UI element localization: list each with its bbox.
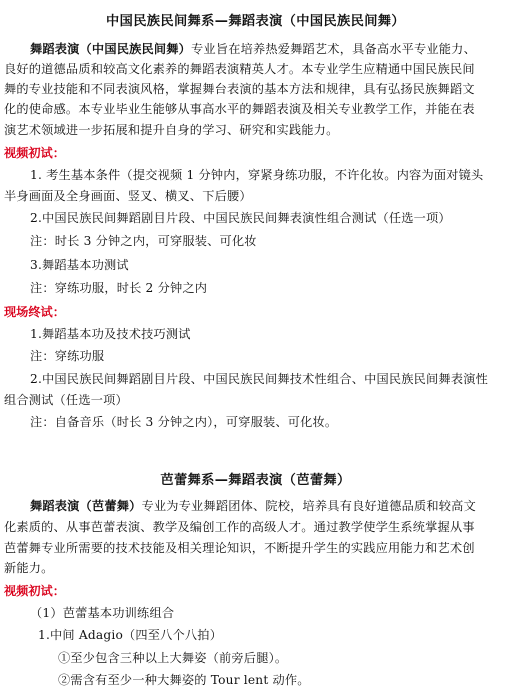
list-item: ②需含有至少一种大舞姿的 Tour lent 动作。 — [58, 673, 310, 687]
list-item: 注：自备音乐（时长 3 分钟之内），可穿服装、可化妆。 — [30, 415, 338, 429]
section2-title: 芭蕾舞系—舞蹈表演（芭蕾舞） — [160, 473, 351, 488]
section1-video-heading: 视频初试： — [4, 146, 65, 160]
list-item: 注：穿练功服，时长 2 分钟之内 — [30, 281, 208, 295]
list-item: 注：穿练功服 — [30, 349, 105, 363]
list-item: 注：时长 3 分钟之内，可穿服装、可化妆 — [30, 234, 257, 248]
section2-intro-line4: 新能力。 — [4, 561, 54, 575]
section1-intro-line2: 良好的道德品质和较高文化素养的舞蹈表演精英人才。本专业学生应精通中国民族民间 — [4, 62, 475, 76]
section2-intro-text: 专业为专业舞蹈团体、院校，培养具有良好道德品质和较高文 — [141, 499, 476, 513]
section1-intro-line5: 演艺术领域进一步拓展和提升自身的学习、研究和实践能力。 — [4, 123, 339, 137]
section1-intro-line4: 化的使命感。本专业毕业生能够从事高水平的舞蹈表演及相关专业教学工作，并能在表 — [4, 102, 475, 116]
section1-intro-line3: 舞的专业技能和不同表演风格，掌握舞台表演的基本方法和规律，具有弘扬民族舞蹈文 — [4, 82, 475, 96]
list-item: 1.舞蹈基本功及技术技巧测试 — [30, 327, 191, 341]
list-item: 半身画面及全身画面、竖叉、横叉、下后腰） — [4, 189, 252, 203]
section2-intro-line2: 化素质的、从事芭蕾表演、教学及编创工作的高级人才。通过教学使学生系统掌握从事 — [4, 520, 475, 534]
section1-onsite-heading: 现场终试： — [4, 305, 65, 319]
list-item: （1）芭蕾基本功训练组合 — [30, 606, 175, 620]
list-item: ①至少包含三种以上大舞姿（前旁后腿）。 — [58, 651, 288, 665]
section1-intro-bold: 舞蹈表演（中国民族民间舞） — [30, 42, 192, 56]
section2-video-heading: 视频初试： — [4, 584, 65, 598]
section1-intro-text: 专业旨在培养热爱舞蹈艺术，具备高水平专业能力、 — [191, 42, 476, 56]
list-item: 1. 考生基本条件（提交视频 1 分钟内，穿紧身练功服，不许化妆。内容为面对镜头 — [30, 168, 484, 182]
section2-intro-line3: 芭蕾舞专业所需要的技术技能及相关理论知识，不断提升学生的实践应用能力和艺术创 — [4, 541, 475, 555]
section1-title: 中国民族民间舞系—舞蹈表演（中国民族民间舞） — [106, 14, 405, 29]
section2-intro-line1 — [30, 496, 476, 516]
section2-intro-bold: 舞蹈表演（芭蕾舞） — [30, 499, 142, 513]
list-item: 3.舞蹈基本功测试 — [30, 258, 129, 272]
list-item: 组合测试（任选一项） — [4, 393, 128, 407]
section1-intro-line1 — [30, 39, 476, 59]
list-item: 2.中国民族民间舞蹈剧目片段、中国民族民间舞表演性组合测试（任选一项） — [30, 211, 451, 225]
list-item: 1.中间 Adagio（四至八个八拍） — [38, 628, 223, 642]
list-item: 2.中国民族民间舞蹈剧目片段、中国民族民间舞技术性组合、中国民族民间舞表演性 — [30, 372, 488, 386]
